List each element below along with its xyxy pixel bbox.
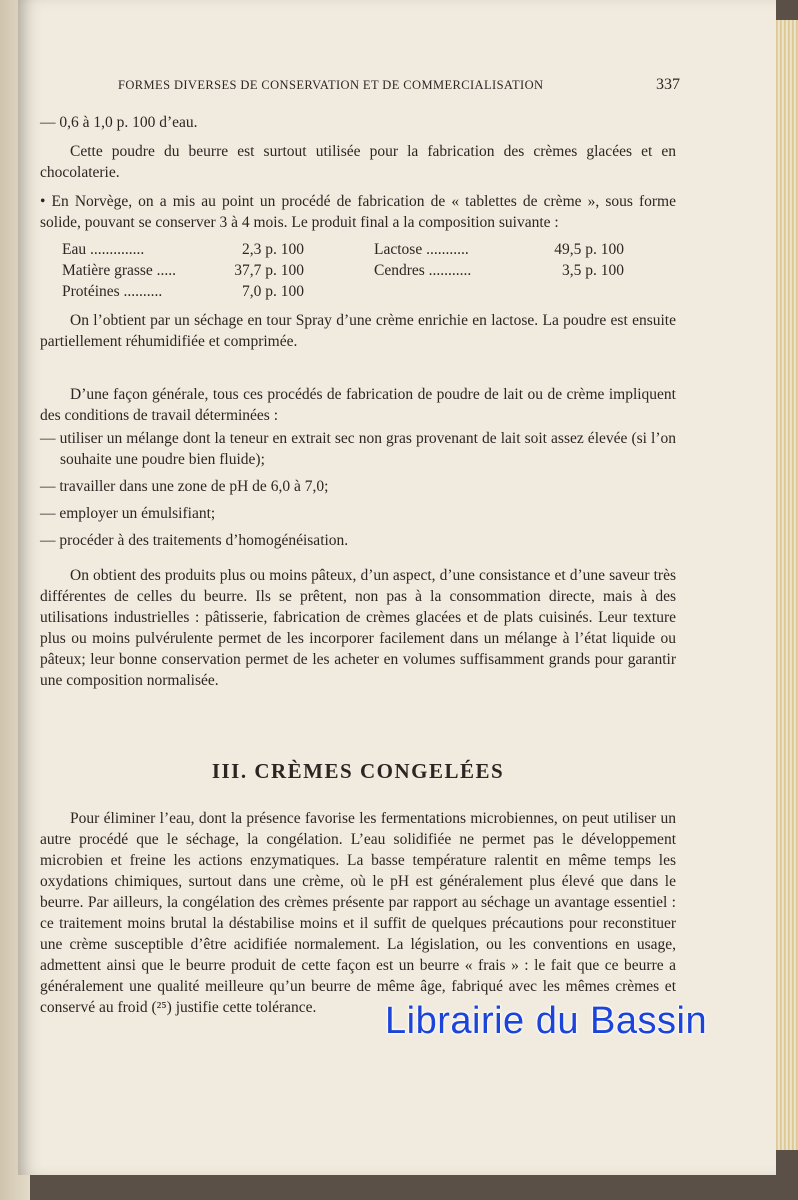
composition-table xyxy=(62,239,624,302)
composition-value: 37,7 p. 100 xyxy=(234,262,304,279)
list-item: — procéder à des traitements d’homogénéisation. xyxy=(40,532,349,549)
spray-paragraph: On l’obtient par un séchage en tour Spray d’une crème enrichie en lactose. La poudre est ensuite partiellement réhumidifiée et comprimée. xyxy=(40,312,676,350)
book-page xyxy=(18,0,776,1175)
composition-label: Protéines .......... xyxy=(62,283,163,300)
watermark-text: Librairie du Bassin xyxy=(385,1000,708,1042)
composition-label: Lactose ........... xyxy=(374,241,469,258)
composition-row xyxy=(62,239,624,260)
composition-value: 7,0 p. 100 xyxy=(242,283,304,300)
list-item: — travailler dans une zone de pH de 6,0 à 7,0; xyxy=(40,478,329,495)
composition-row xyxy=(62,260,624,281)
water-line: — 0,6 à 1,0 p. 100 d’eau. xyxy=(40,114,198,131)
composition-row xyxy=(62,281,624,302)
page-content xyxy=(40,112,676,1018)
list-item: — utiliser un mélange dont la teneur en extrait sec non gras provenant de lait soit assez élevée (si l’on souhaite une poudre bien fluide); xyxy=(40,430,676,468)
frozen-cream-paragraph: Pour éliminer l’eau, dont la présence favorise les fermentations microbiennes, on peut utiliser un autre procédé que le séchage, la congélation. L’eau solidifiée ne permet pas le développement microbien et freine les actions enzymatiques. La basse température ralentit en même temps les oxydations chimiques, surtout dans une crème, où le pH est généralement plus élevé que dans le beurre. Par ailleurs, la congélation des crèmes présente par rapport au séchage un avantage essentiel : ce traitement moins brutal la déstabilise moins et il suffit de quelques précautions pour reconstituer une crème susceptible d’être acidifiée normalement. La législation, ou les conventions en usage, admettent ainsi que le beurre produit de cette façon est un beurre « frais » : le fait que ce beurre a généralement une qualité meilleure qu’un beurre de même âge, fabriqué avec les mêmes crèmes et conservé au froid (²⁵) justifie cette tolérance. xyxy=(40,810,676,1016)
running-header xyxy=(118,76,680,94)
composition-label: Matière grasse ..... xyxy=(62,262,177,279)
conditions-list xyxy=(40,428,676,551)
powder-paragraph: Cette poudre du beurre est surtout utilisée pour la fabrication des crèmes glacées et en chocolaterie. xyxy=(40,143,676,181)
general-paragraph: D’une façon générale, tous ces procédés de fabrication de poudre de lait ou de crème impliquent des conditions de travail déterminées : xyxy=(40,386,676,424)
list-item: — employer un émulsifiant; xyxy=(40,505,216,522)
composition-label: Eau .............. xyxy=(62,241,145,258)
composition-value: 3,5 p. 100 xyxy=(562,262,624,279)
composition-value: 2,3 p. 100 xyxy=(242,241,304,258)
composition-value: 49,5 p. 100 xyxy=(554,241,624,258)
composition-label: Cendres ........... xyxy=(374,262,472,279)
products-paragraph: On obtient des produits plus ou moins pâteux, d’un aspect, d’une consistance et d’une saveur très différentes de celles du beurre. Ils se prêtent, non pas à la consommation directe, mais à des utilisations industrielles : pâtisserie, fabrication de crèmes glacées et de plats cuisinés. Leur texture plus ou moins pulvérulente permet de les incorporer facilement dans un mélange à l’état liquide ou pâteux; leur bonne conservation permet de les acheter en volumes suffisamment grands pour garantir une composition normalisée. xyxy=(40,567,676,689)
norway-paragraph: • En Norvège, on a mis au point un procédé de fabrication de « tablettes de crème », sous forme solide, pouvant se conserver 3 à 4 mois. Le produit final a la composition suivante : xyxy=(40,193,676,231)
page-number: 337 xyxy=(656,76,680,93)
header-title: FORMES DIVERSES DE CONSERVATION ET DE COMMERCIALISATION xyxy=(118,78,544,92)
section-title: III. CRÈMES CONGELÉES xyxy=(211,759,505,783)
